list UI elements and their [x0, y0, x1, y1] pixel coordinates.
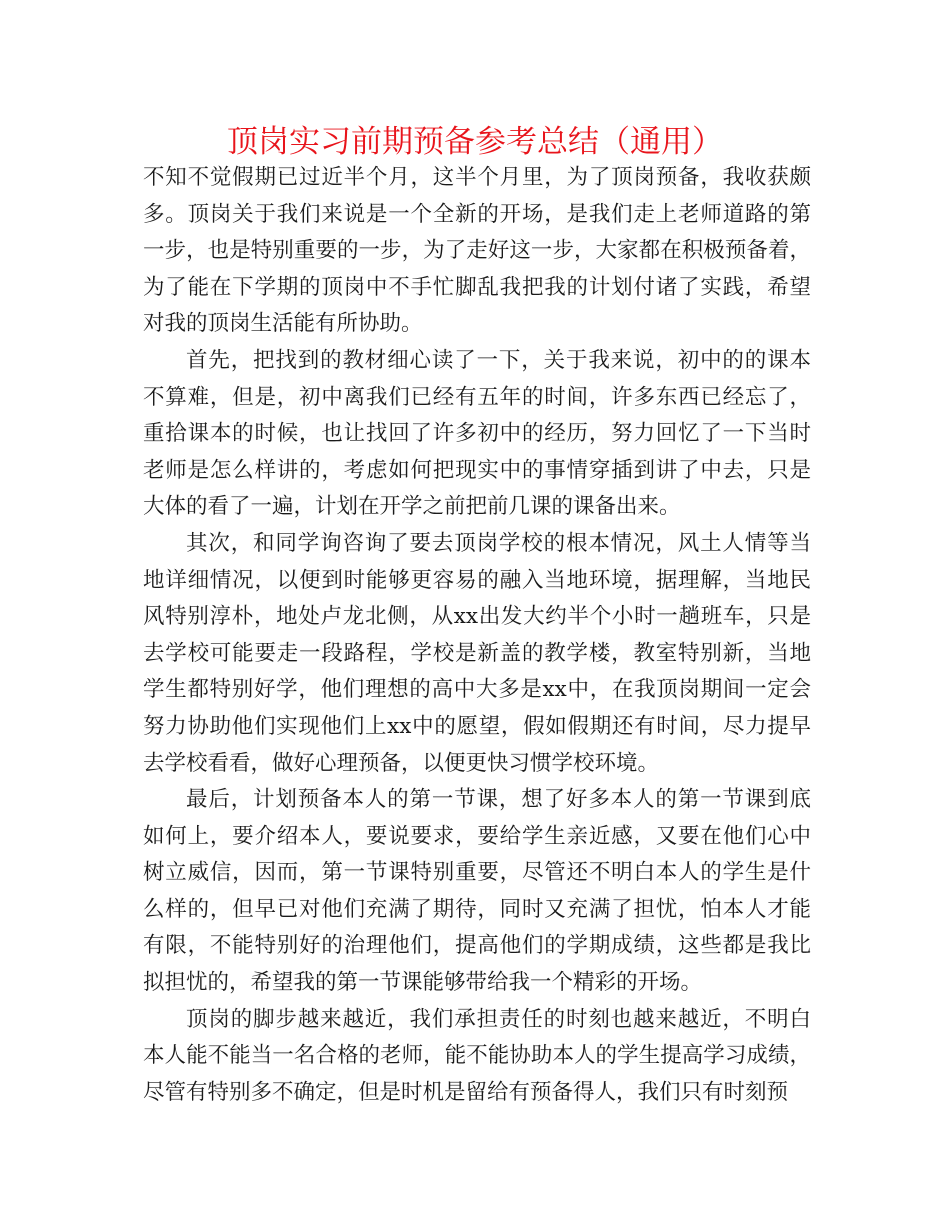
- paragraph: [143, 1002, 811, 1112]
- paragraph-line: 去学校可能要走一段路程，学校是新盖的教学楼，教室特别新，当地: [143, 640, 811, 666]
- document-body: [143, 160, 811, 1111]
- paragraph-line: 重拾课本的时候，也让找回了许多初中的经历，努力回忆了一下当时: [143, 421, 811, 447]
- paragraph-line: 树立威信，因而，第一节课特别重要，尽管还不明白本人的学生是什: [143, 860, 811, 886]
- paragraph-line: 本人能不能当一名合格的老师，能不能协助本人的学生提高学习成绩，: [143, 1043, 811, 1069]
- paragraph-line: 不知不觉假期已过近半个月，这半个月里，为了顶岗预备，我收获颇: [143, 165, 811, 190]
- paragraph-line: 大体的看了一遍，计划在开学之前把前几课的课备出来。: [143, 494, 681, 520]
- paragraph: [143, 526, 811, 782]
- paragraph: [143, 782, 811, 1002]
- paragraph: [143, 160, 811, 343]
- document-title: 顶岗实习前期预备参考总结（通用）: [227, 124, 723, 160]
- paragraph-line: 努力协助他们实现他们上xx中的愿望，假如假期还有时间，尽力提早: [143, 713, 811, 739]
- paragraph-line: 不算难，但是，初中离我们已经有五年的时间，许多东西已经忘了，: [143, 384, 811, 410]
- paragraph-line: 一步，也是特别重要的一步，为了走好这一步，大家都在积极预备着，: [143, 238, 811, 264]
- paragraph-line: 对我的顶岗生活能有所协助。: [143, 311, 423, 337]
- paragraph-line: 如何上，要介绍本人，要说要求，要给学生亲近感，又要在他们心中: [143, 823, 811, 849]
- paragraph-line: 尽管有特别多不确定，但是时机是留给有预备得人，我们只有时刻预: [143, 1079, 789, 1105]
- paragraph-line: 风特别淳朴，地处卢龙北侧，从xx出发大约半个小时一趟班车，只是: [143, 604, 811, 630]
- paragraph-line: 为了能在下学期的顶岗中不手忙脚乱我把我的计划付诸了实践，希望: [143, 274, 811, 300]
- paragraph-line: 其次，和同学询咨询了要去顶岗学校的根本情况，风土人情等当: [186, 530, 811, 556]
- paragraph-line: 老师是怎么样讲的，考虑如何把现实中的事情穿插到讲了中去，只是: [143, 457, 811, 483]
- paragraph-line: 顶岗的脚步越来越近，我们承担责任的时刻也越来越近，不明白: [186, 1006, 811, 1032]
- paragraph: [143, 343, 811, 526]
- paragraph-line: 地详细情况，以便到时能够更容易的融入当地环境，据理解，当地民: [143, 567, 811, 593]
- paragraph-line: 首先，把找到的教材细心读了一下，关于我来说，初中的的课本: [186, 347, 811, 373]
- paragraph-line: 拟担忧的，希望我的第一节课能够带给我一个精彩的开场。: [143, 970, 703, 996]
- paragraph-line: 最后，计划预备本人的第一节课，想了好多本人的第一节课到底: [186, 787, 811, 813]
- paragraph-line: 学生都特别好学，他们理想的高中大多是xx中，在我顶岗期间一定会: [143, 677, 811, 703]
- paragraph-line: 有限，不能特别好的治理他们，提高他们的学期成绩，这些都是我比: [143, 933, 811, 959]
- paragraph-line: 么样的，但早已对他们充满了期待，同时又充满了担忧，怕本人才能: [143, 896, 811, 922]
- paragraph-line: 多。顶岗关于我们来说是一个全新的开场，是我们走上老师道路的第: [143, 201, 811, 227]
- paragraph-line: 去学校看看，做好心理预备，以便更快习惯学校环境。: [143, 750, 660, 776]
